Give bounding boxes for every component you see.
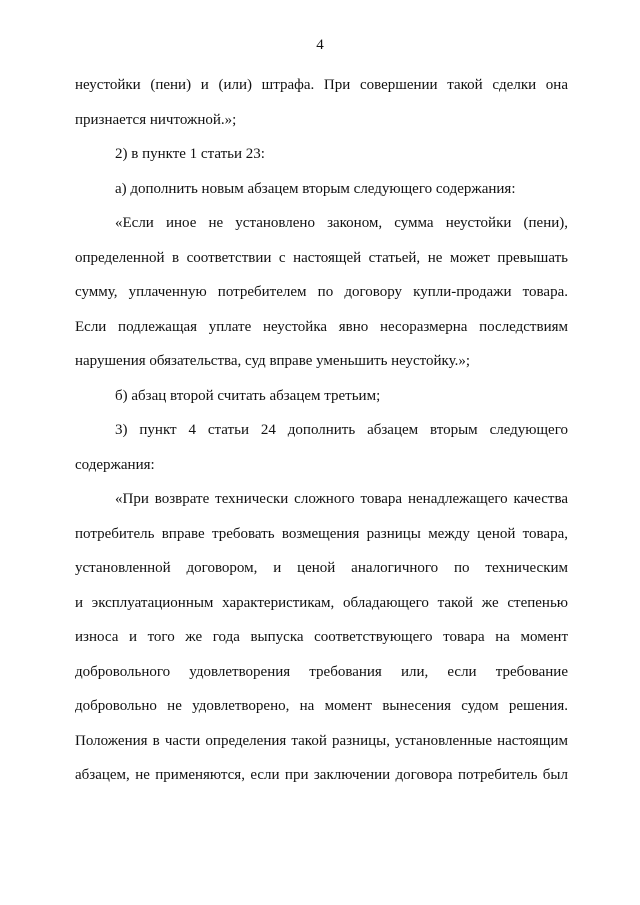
text-line: Положения в части определения такой разницы, установленные настоящим <box>75 732 568 749</box>
text-line: «Если иное не установлено законом, сумма неустойки (пени), <box>115 215 568 231</box>
text-line: «При возврате технически сложного товара ненадлежащего качества <box>115 491 568 507</box>
text-line: 3) пункт 4 статьи 24 дополнить абзацем вторым следующего <box>115 422 568 438</box>
text-line: сумму, уплаченную потребителем по договору купли-продажи товара. <box>75 284 568 300</box>
text-line: и эксплуатационным характеристикам, обладающего такой же степенью <box>75 594 568 611</box>
document-body <box>75 68 568 793</box>
text-line: Если подлежащая уплате неустойка явно несоразмерна последствиям <box>75 318 568 335</box>
paragraph <box>75 172 568 207</box>
text-line: признается ничтожной.»; <box>75 111 237 128</box>
text-line: определенной в соответствии с настоящей статьей, не может превышать <box>75 249 568 266</box>
text-line: неустойки (пени) и (или) штрафа. При совершении такой сделки она <box>75 77 568 93</box>
paragraph <box>75 413 568 482</box>
paragraph <box>75 137 568 172</box>
text-line: износа и того же года выпуска соответствующего товара на момент <box>75 629 568 645</box>
text-line: содержания: <box>75 456 155 473</box>
text-line: добровольно не удовлетворено, на момент вынесения судом решения. <box>75 698 568 714</box>
paragraph <box>75 68 568 137</box>
text-line: б) абзац второй считать абзацем третьим; <box>115 387 381 404</box>
text-line: добровольного удовлетворения требования или, если требование <box>75 663 568 680</box>
paragraph <box>75 206 568 379</box>
text-line: а) дополнить новым абзацем вторым следующего содержания: <box>115 180 516 197</box>
paragraph <box>75 482 568 793</box>
text-line: нарушения обязательства, суд вправе уменьшить неустойку.»; <box>75 353 471 369</box>
text-line: потребитель вправе требовать возмещения разницы между ценой товара, <box>75 525 568 542</box>
text-line: абзацем, не применяются, если при заключении договора потребитель был <box>75 767 568 783</box>
page-number: 4 <box>316 37 324 53</box>
paragraph <box>75 379 568 414</box>
text-line: 2) в пункте 1 статьи 23: <box>115 146 265 162</box>
text-line: установленной договором, и ценой аналогичного по техническим <box>75 560 568 576</box>
